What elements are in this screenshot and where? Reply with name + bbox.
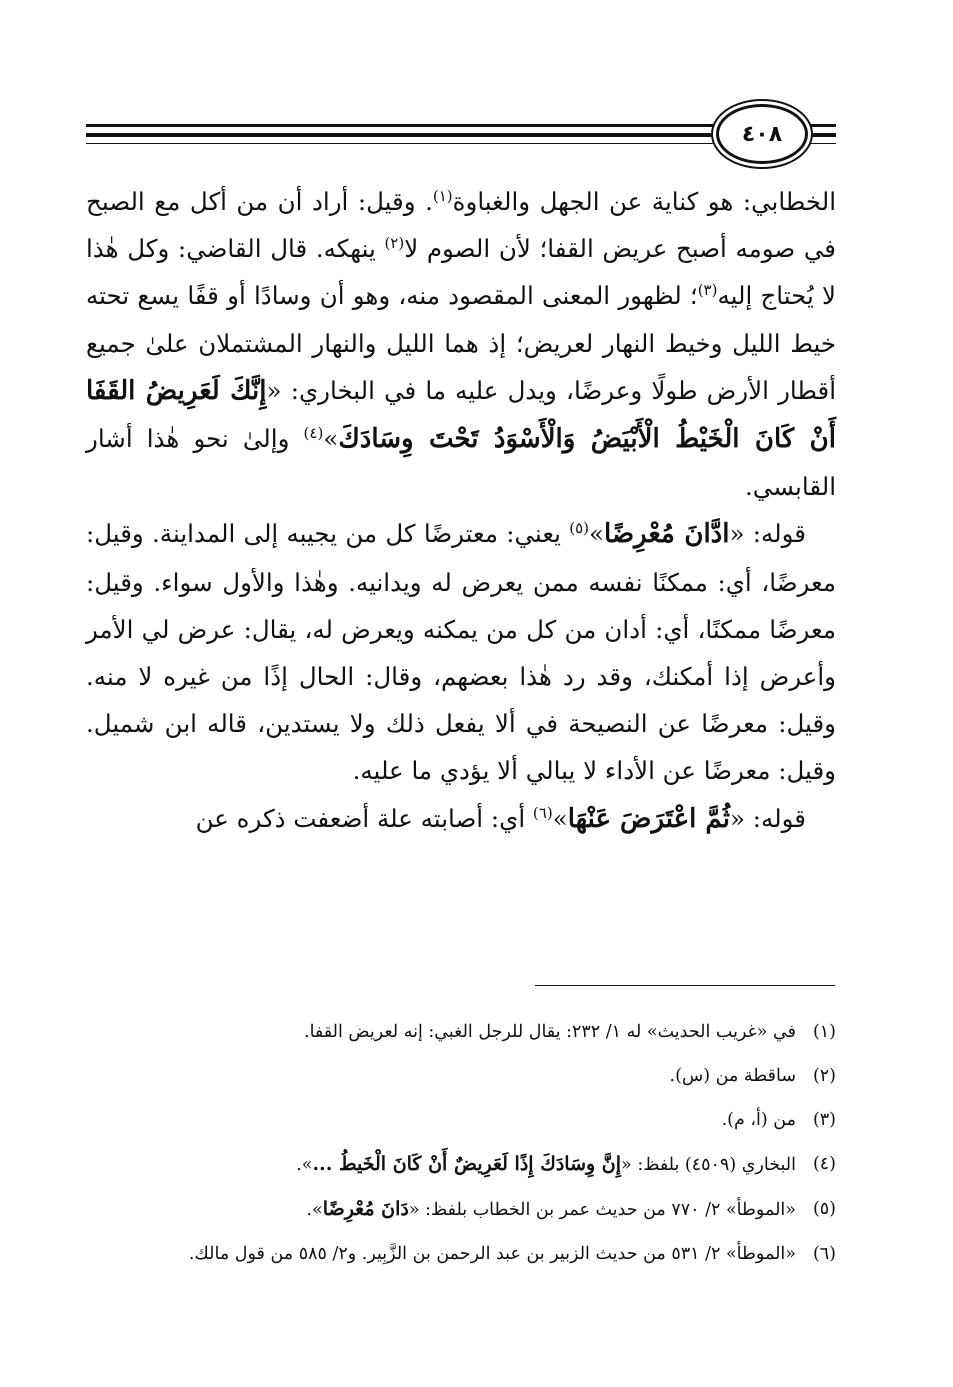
main-text [86,178,836,843]
text-run: وإلىٰ نحو هٰذا أشار القابسي. [86,424,836,502]
footnote-quote: دَانَ مُعْرِضًا [322,1198,409,1220]
page-number-badge [716,104,808,164]
footnote-number: (٣) [812,1110,836,1130]
paragraph [86,510,836,794]
footnote-number: (٦) [812,1244,836,1264]
text-run: » [323,424,339,454]
footnote-item [86,1098,836,1142]
footnote-ref: (٣) [697,281,718,300]
footnote-text [86,1187,796,1232]
footnote-ref: (١) [432,186,453,205]
footnote-text [86,1054,796,1098]
footnote-text [86,1098,796,1142]
footnote-run: البخاري (٤٥٠٩) بلفظ: « [621,1155,796,1175]
footnote-run: في «غريب الحديث» له ١/ ٢٣٢: يقال للرجل الغبي: إنه لعريض القفا. [304,1022,796,1042]
footnote-text [86,1232,796,1276]
footnote-number: (٤) [812,1154,836,1174]
footnote-separator [535,985,835,986]
page-number: ٤٠٨ [741,121,783,147]
footnote-number: (٢) [812,1066,836,1086]
text-run: قوله: « [729,519,806,549]
footnote-run: ». [306,1200,323,1220]
footnote-run: «الموطأ» ٢/ ٥٣١ من حديث الزبير بن عبد الرحمن بن الزَّبِير. و٢/ ٥٨٥ من قول مالك. [188,1244,796,1264]
footnote-run: «الموطأ» ٢/ ٧٧٠ من حديث عمر بن الخطاب بلفظ: « [408,1200,796,1220]
footnote-item [86,1232,836,1276]
text-run: يعني: معترضًا كل من يجيبه إلى المداينة. وقيل: معرضًا، أي: ممكنًا نفسه ممن يعرض له ويدانيه. وهٰذا والأول سواء. وقيل: معرضًا ممكنًا، أي: أدان من كل من يمكنه ويعرض له، يقال: عرض لي الأمر وأعرض إذا أمكنك، وقد رد هٰذا بعضهم، وقال: الحال إذًا من غيره لا منه. وقيل: معرضًا عن النصيحة في ألا يفعل ذلك ولا يستدين، قاله ابن شميل. وقيل: معرضًا عن الأداء لا يبالي ألا يؤدي ما عليه. [86,519,836,786]
footnote-item [86,1010,836,1054]
footnote-ref: (٦) [532,803,553,822]
footnote-ref: (٢) [384,234,405,253]
paragraph [86,795,836,843]
footnote-text [86,1142,796,1187]
text-run: قوله: « [729,803,806,833]
footnote-quote: إِنَّ وِسَادَكَ إِذًا لَعَرِيضٌ أَنْ كَانَ الْخَيطُ ... [312,1153,622,1175]
footnote-number: (٥) [812,1199,836,1219]
footnote-item [86,1054,836,1098]
footnote-run: ساقطة من (س). [669,1066,796,1086]
footnote-run: ». [296,1155,313,1175]
text-run: الخطابي: هو كناية عن الجهل والغباوة [452,187,836,216]
text-run: أي: أصابته علة أضعفت ذكره عن [195,803,533,833]
text-run: . وقيل: أراد أن من أكل مع الصبح في صومه أصبح عريض القفا؛ لأن الصوم لا [86,187,836,264]
footnote-item [86,1187,836,1232]
footnote-text [86,1010,796,1054]
footnote-item [86,1142,836,1187]
footnotes [86,1010,836,1276]
text-run: » [589,519,605,549]
text-run: » [552,803,568,833]
paragraph [86,178,836,510]
hadith-quote: ادَّانَ مُعْرِضًا [604,519,730,550]
footnote-ref: (٤) [303,423,324,442]
text-run: ؛ لظهور المعنى المقصود منه، وهو أن وسادًا أو قفًا يسع تحته خيط الليل وخيط النهار لعريض؛ إذ هما الليل والنهار المشتملان علىٰ جميع أقطار الأرض طولًا وعرضًا، ويدل عليه ما في البخاري: « [86,281,837,405]
hadith-quote: ثُمَّ اعْتَرَضَ عَنْهَا [567,803,730,834]
text-run: ينهكه. قال القاضي: وكل هٰذا لا يُحتاج إليه [86,234,836,311]
footnote-run: من (أ، م). [721,1110,796,1130]
footnote-ref: (٥) [569,519,590,538]
footnote-number: (١) [812,1022,836,1042]
hadith-quote: إِنَّكَ لَعَرِيضُ القَفَا أَنْ كَانَ الْخَيْطُ الْأَبْيَضُ وَالْأَسْوَدُ تَحْتَ وِسَادَكَ [86,375,837,455]
page-header [86,100,836,162]
